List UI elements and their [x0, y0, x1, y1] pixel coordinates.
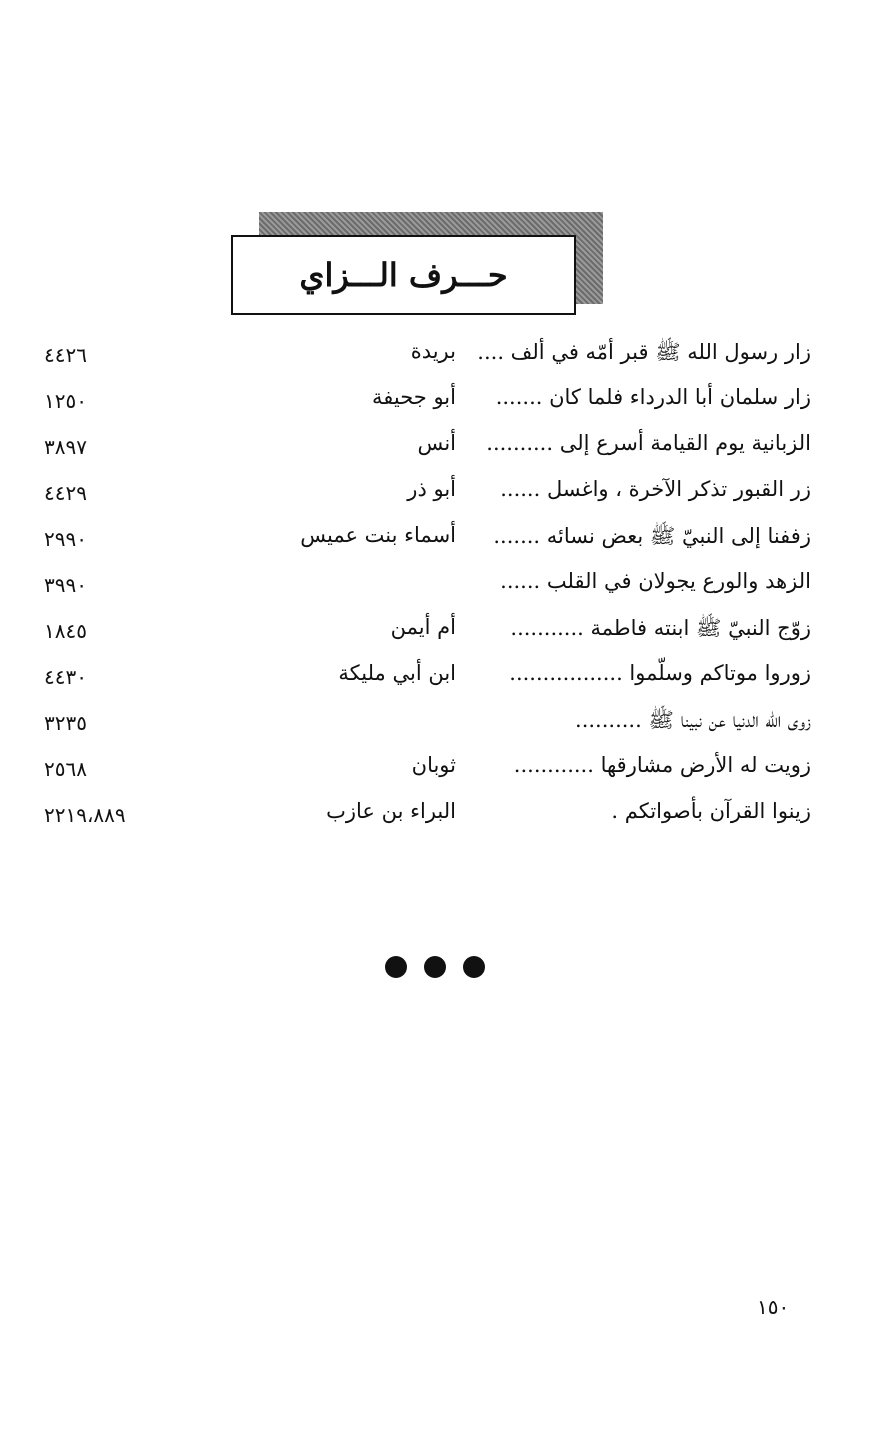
chapter-heading	[231, 235, 576, 315]
hadith-number: ٢٩٩٠	[44, 527, 87, 551]
index-entry	[0, 523, 891, 563]
hadith-number: ٤٤٢٦	[44, 343, 87, 367]
narrator: بريدة	[410, 339, 456, 363]
hadith-number: ٤٤٢٩	[44, 481, 87, 505]
dot-ornament	[463, 956, 485, 978]
hadith-number: ٣٩٩٠	[44, 573, 87, 597]
narrator: أبو ذر	[407, 477, 456, 501]
index-entry	[0, 569, 891, 609]
hadith-text: زار رسول الله ﷺ قبر أمّه في ألف ....	[477, 340, 811, 364]
chapter-title: حـــرف الـــزاي	[299, 256, 508, 294]
dot-ornament	[385, 956, 407, 978]
hadith-number: ٣٢٣٥	[44, 711, 87, 735]
dot-ornament	[424, 956, 446, 978]
narrator: أم أيمن	[390, 615, 456, 639]
hadith-number: ٢٥٦٨	[44, 757, 87, 781]
hadith-number: ٢٢١٩،٨٨٩	[44, 803, 126, 827]
hadith-number: ١٨٤٥	[44, 619, 87, 643]
hadith-text: زوى الله الدنيا عن نبينا ﷺ ..........	[575, 708, 811, 732]
section-end-ornament	[385, 956, 485, 980]
hadith-text: زينوا القرآن بأصواتكم .	[611, 799, 811, 823]
index-entry	[0, 339, 891, 379]
hadith-text: زوروا موتاكم وسلّموا .................	[509, 661, 811, 685]
index-entry	[0, 753, 891, 793]
index-entry	[0, 431, 891, 471]
hadith-text: الزبانية يوم القيامة أسرع إلى ..........	[486, 431, 811, 455]
narrator: ابن أبي مليكة	[338, 661, 456, 685]
index-entry	[0, 477, 891, 517]
hadith-text: زففنا إلى النبيّ ﷺ بعض نسائه .......	[493, 524, 811, 548]
hadith-text: زر القبور تذكر الآخرة ، واغسل ......	[500, 477, 811, 501]
index-entry	[0, 661, 891, 701]
hadith-text: زار سلمان أبا الدرداء فلما كان .......	[495, 385, 811, 409]
hadith-number: ٤٤٣٠	[44, 665, 87, 689]
index-entry	[0, 385, 891, 425]
hadith-number: ٣٨٩٧	[44, 435, 87, 459]
narrator: ثوبان	[411, 753, 456, 777]
index-entry	[0, 707, 891, 747]
hadith-text: الزهد والورع يجولان في القلب ......	[500, 569, 811, 593]
narrator: أسماء بنت عميس	[300, 523, 456, 547]
narrator: البراء بن عازب	[326, 799, 456, 823]
hadith-text: زويت له الأرض مشارقها ............	[513, 753, 811, 777]
page-number: ١٥٠	[757, 1295, 790, 1319]
hadith-text: زوّج النبيّ ﷺ ابنته فاطمة ...........	[510, 616, 811, 640]
narrator: أبو جحيفة	[372, 385, 456, 409]
hadith-number: ١٢٥٠	[44, 389, 87, 413]
narrator: أنس	[417, 431, 456, 455]
index-entry	[0, 615, 891, 655]
index-entry	[0, 799, 891, 839]
